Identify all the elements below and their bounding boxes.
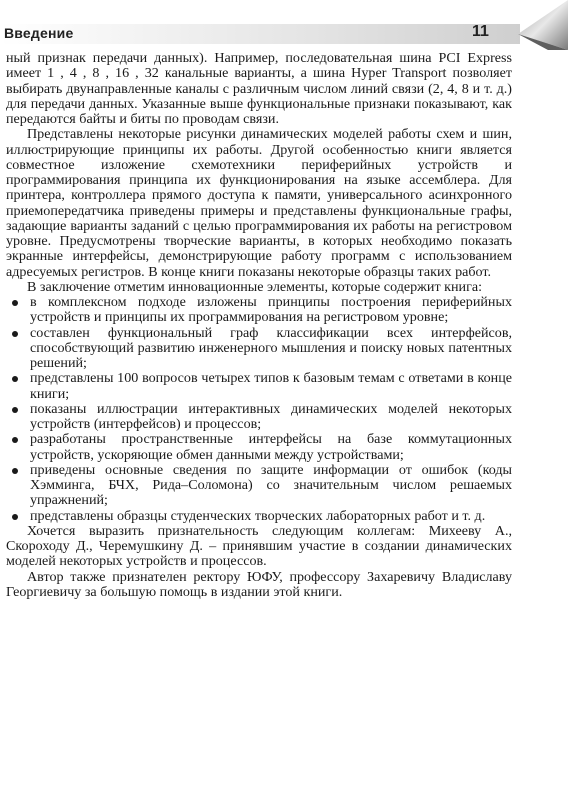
- list-item: [6, 371, 512, 402]
- bullet-icon: [12, 407, 18, 413]
- paragraph-3: В заключение отметим инновационные элементы, которые содержит книга:: [27, 278, 483, 295]
- list-item: [6, 402, 512, 433]
- page-header: [0, 14, 568, 48]
- list-item-text: представлены 100 вопросов четырех типов к базовым темам с ответами в конце книги;: [30, 370, 512, 402]
- list-item-text: разработаны пространственные интерфейсы на базе коммутационных устройств, ускоряющие обмен данными между устройствами;: [30, 431, 512, 463]
- folded-page-corner-icon: [508, 0, 568, 50]
- body-text: [6, 51, 512, 600]
- list-item-text: показаны иллюстрации интерактивных динамических моделей некоторых устройств (интерфейсов) и процессов;: [30, 400, 512, 432]
- list-item: [6, 432, 512, 463]
- bullet-icon: [12, 437, 18, 443]
- bullet-icon: [12, 376, 18, 382]
- paragraph-2: Представлены некоторые рисунки динамических моделей работы схем и шин, иллюстрирующие принципы их работы. Другой особенностью книги является совместное изложение схемотехники периферийных устройств и программирования принципа их функционирования на языке ассемблера. Для принтера, контроллера прямого доступа к памяти, универсального асинхронного приемопередатчика приведены примеры и представлены функциональные графы, задающие варианты заданий с целью программирования их работы на регистровом уровне. Предусмотрены творческие варианты, в которых необходимо показать экранные интерфейсы, демонстрирующие работу программ с использованием адресуемых регистров. В конце книги показаны некоторые образцы таких работ.: [6, 126, 512, 280]
- bullet-icon: [12, 300, 18, 306]
- list-item: [6, 326, 512, 372]
- page-number: 11: [472, 23, 489, 40]
- bullet-icon: [12, 468, 18, 474]
- list-item-text: представлены образцы студенческих творческих лабораторных работ и т. д.: [30, 507, 486, 524]
- innovation-list: [6, 295, 512, 524]
- list-item-text: приведены основные сведения по защите информации от ошибок (коды Хэмминга, БЧХ, Рида–Соломона) со значительным числом решаемых упражнений;: [30, 461, 512, 509]
- list-item-text: составлен функциональный граф классификации всех интерфейсов, способствующий развитию инженерного мышления и поиску новых патентных решений;: [30, 324, 512, 371]
- bullet-icon: [12, 514, 18, 520]
- header-bar: [0, 24, 520, 44]
- paragraph-5: Автор также признателен ректору ЮФУ, профессору Захаревичу Владиславу Георгиевичу за большую помощь в издании этой книги.: [6, 568, 512, 600]
- paragraph-4: Хочется выразить признательность следующим коллегам: Михееву А., Скороходу Д., Черемушкину Д. – принявшим участие в создании динамических моделей некоторых устройств и процессов.: [6, 522, 512, 570]
- list-item-text: в комплексном подходе изложены принципы построения периферийных устройств и принципы их программирования на регистровом уровне;: [30, 294, 512, 326]
- list-item: [6, 295, 512, 326]
- bullet-icon: [12, 331, 18, 337]
- paragraph-1: ный признак передачи данных). Например, последовательная шина PCI Express имеет 1 , 4 , 8 , 16 , 32 канальные варианты, а шина Hyper Transport позволяет выбирать двунаправленные каналы с различным числом линий связи (2, 4, 8 и т. д.) для передачи данных. Указанные выше функциональные признаки показывают, как передаются байты и биты по проводам связи.: [6, 50, 512, 127]
- list-item: [6, 509, 512, 524]
- section-title: Введение: [4, 25, 74, 41]
- list-item: [6, 463, 512, 509]
